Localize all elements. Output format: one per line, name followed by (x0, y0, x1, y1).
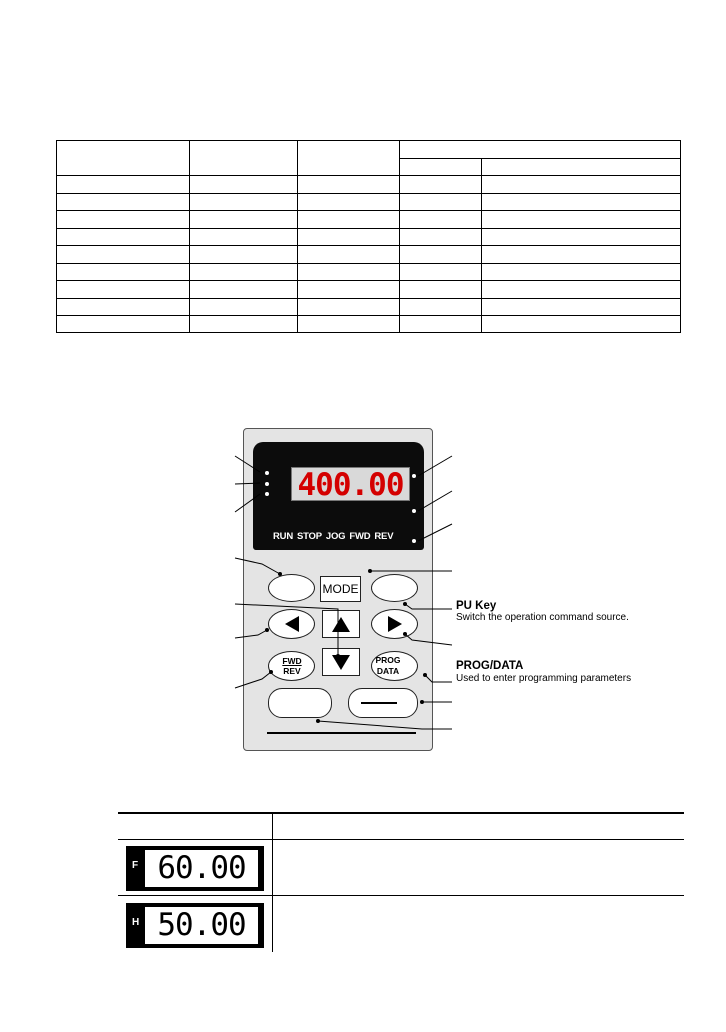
status-fwd: FWD (349, 531, 371, 542)
pu-key-description: Switch the operation command source. (456, 612, 629, 623)
status-stop: STOP (296, 531, 322, 542)
display-table-top-rule (118, 812, 684, 814)
display-table-row-rule (118, 895, 684, 896)
mode-label: MODE (322, 582, 359, 596)
status-jog: JOG (325, 531, 346, 542)
display-value: 50.00 (145, 907, 258, 944)
display-table-col-divider (272, 812, 273, 952)
pu-key-title: PU Key (456, 600, 497, 612)
prog-data-title: PROG/DATA (456, 660, 524, 672)
status-rev: REV (374, 531, 394, 542)
prog-label: PROG (375, 655, 401, 665)
status-run: RUN (273, 531, 293, 542)
rev-label: REV (283, 666, 301, 676)
fwd-label: FWD (282, 656, 302, 666)
display-f-indicator (126, 846, 264, 891)
display-value: 60.00 (145, 850, 258, 887)
prog-data-description: Used to enter programming parameters (456, 673, 632, 684)
data-label: DATA (376, 666, 400, 676)
frequency-display: 400.00 (291, 467, 410, 501)
display-prefix: F (132, 860, 139, 871)
display-prefix: H (132, 917, 140, 928)
display-table-header-rule (118, 839, 684, 840)
display-h-indicator (126, 903, 264, 948)
